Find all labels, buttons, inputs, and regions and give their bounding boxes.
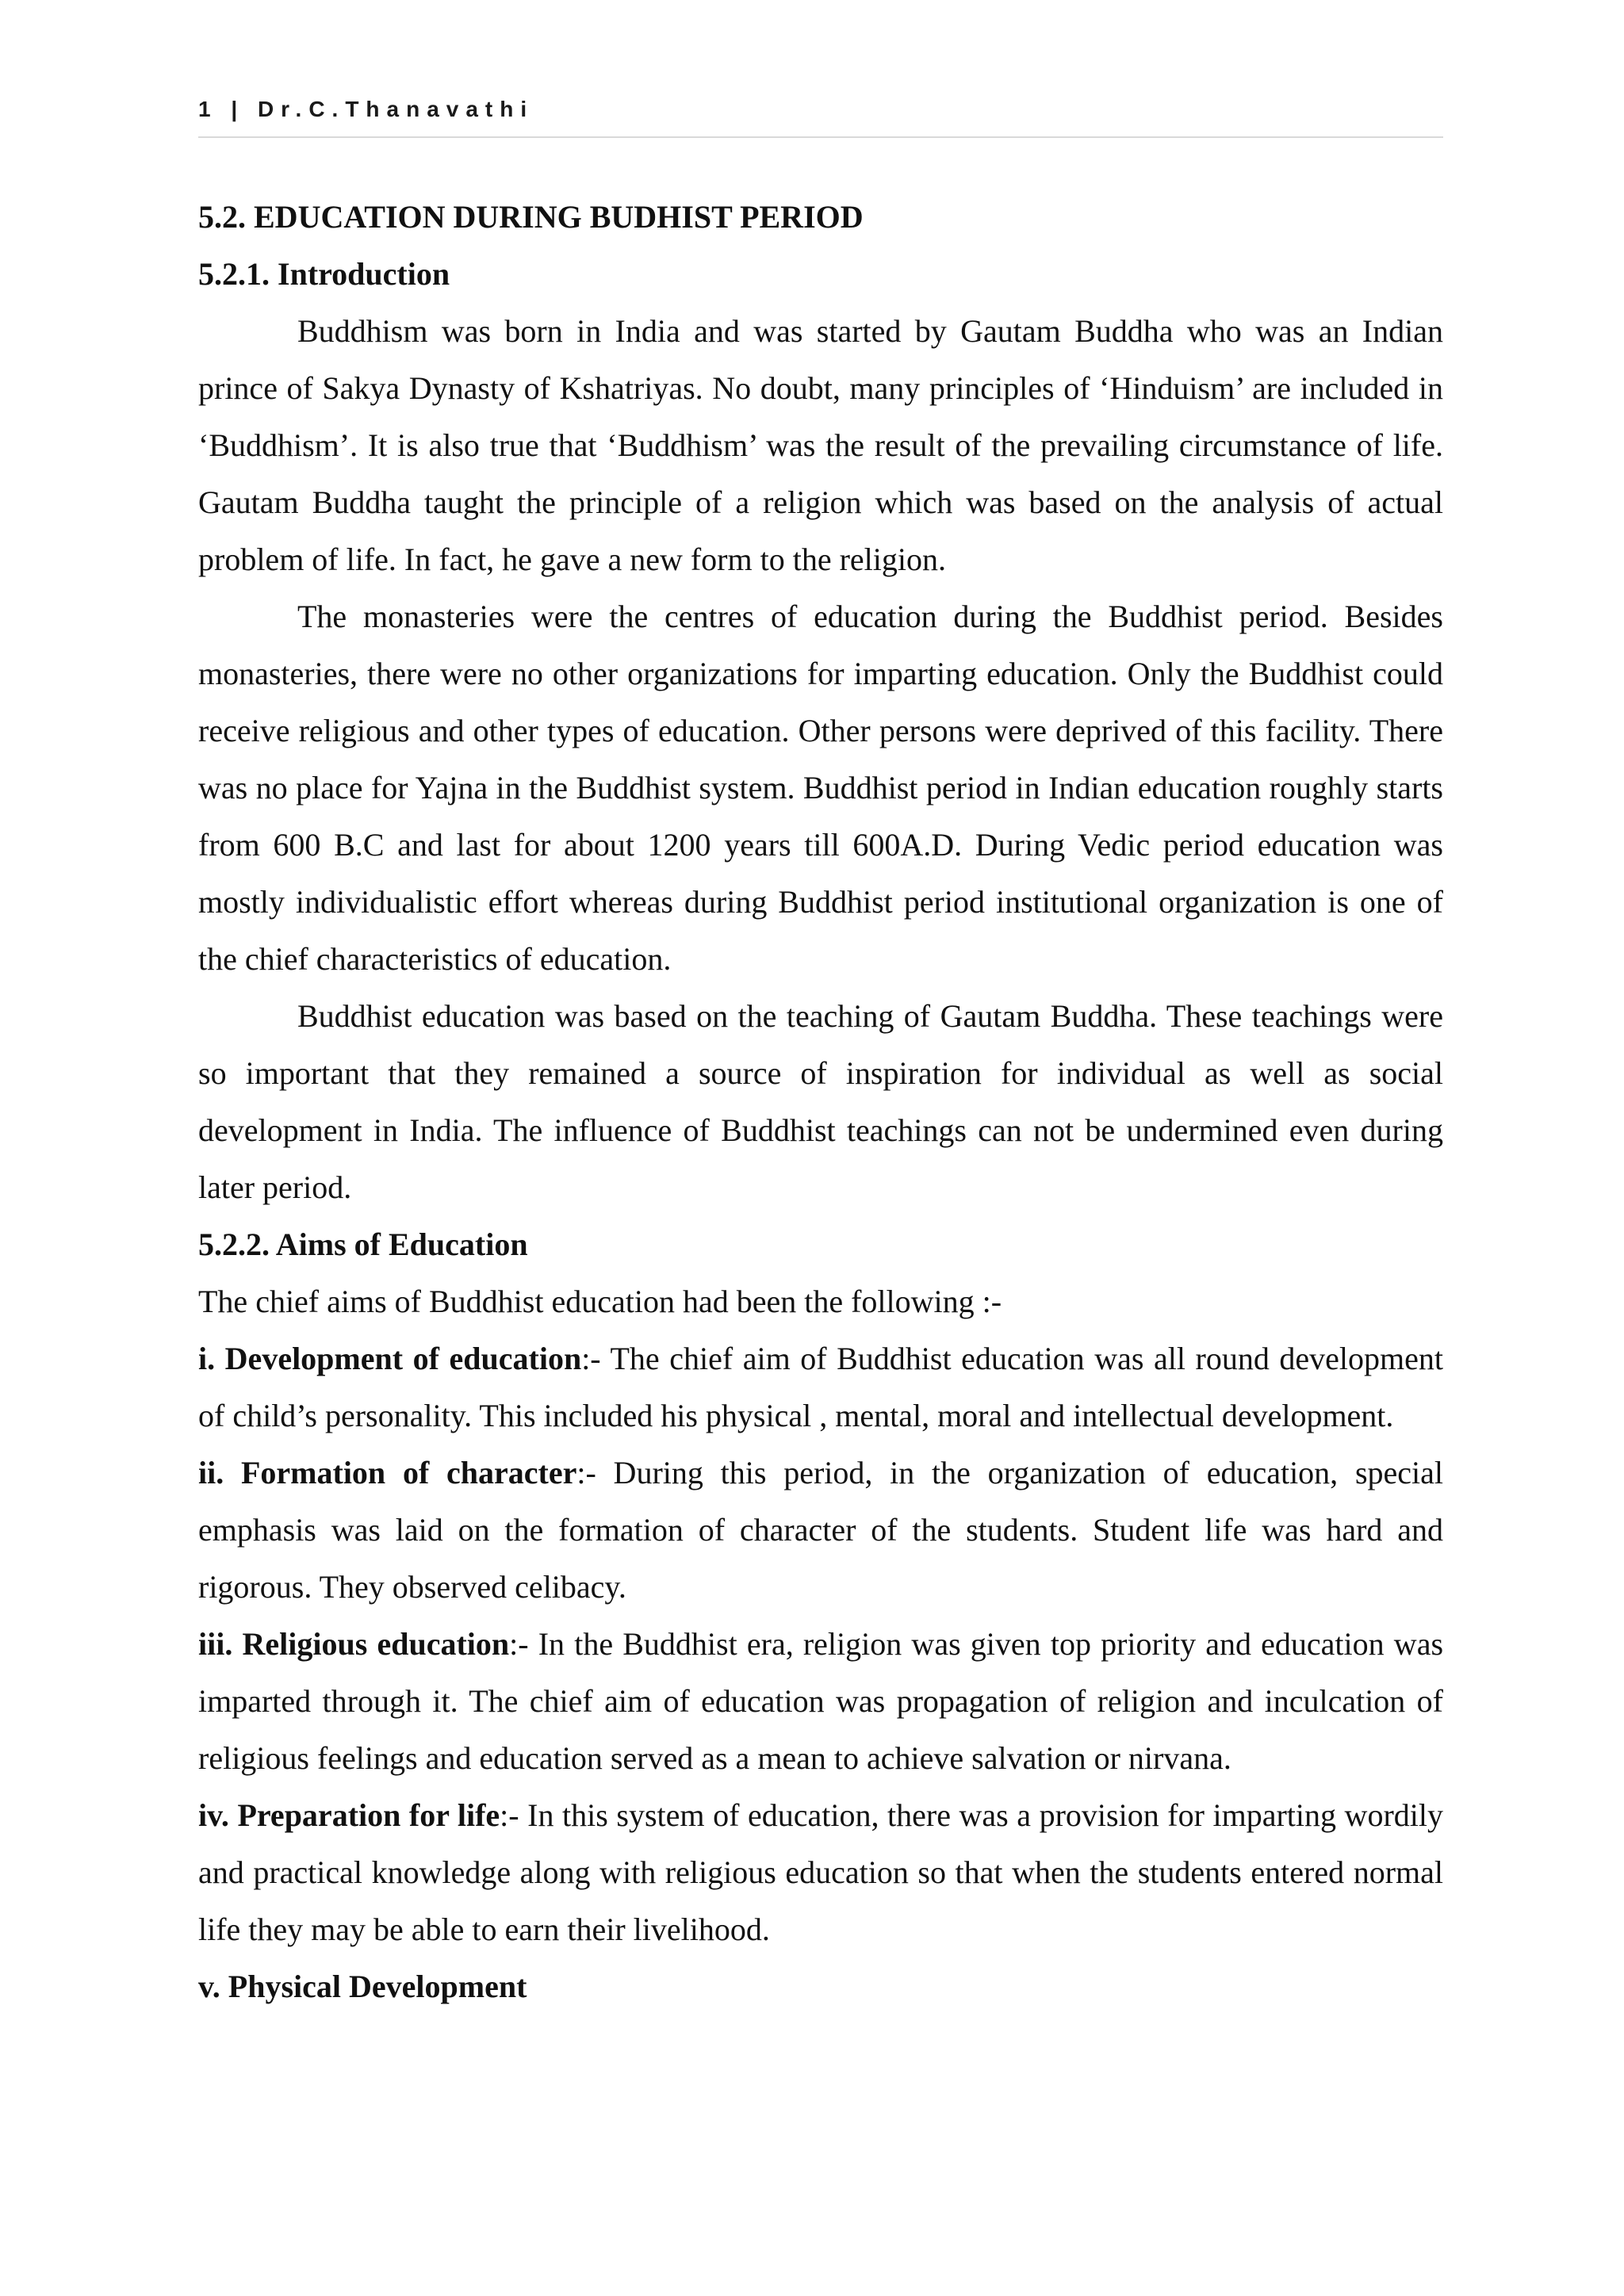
aims-lead: The chief aims of Buddhist education had been the following :- <box>198 1284 1002 1319</box>
aim-item-4-text: :- In this system of education, there was a provision for imparting wordily and practical knowledge along with religious education so that when the students entered normal life they may be able to earn their livelihood. <box>198 1797 1443 1947</box>
aim-item-1 <box>198 1330 1443 1445</box>
intro-paragraph-2: The monasteries were the centres of education during the Buddhist period. Besides monasteries, there were no other organizations for imparting education. Only the Buddhist could receive religious and other types of education. Other persons were deprived of this facility. There was no place for Yajna in the Buddhist system. Buddhist period in Indian education roughly starts from 600 B.C and last for about 1200 years till 600A.D. During Vedic period education was mostly individualistic effort whereas during Buddhist period institutional organization is one of the chief characteristics of education. <box>198 599 1443 977</box>
aim-item-2-text: :- During this period, in the organization of education, special emphasis was laid on the formation of character of the students. Student life was hard and rigorous. They observed celibacy. <box>198 1455 1443 1605</box>
aim-item-1-text: :- The chief aim of Buddhist education was all round development of child’s personality. This included his physical , mental, moral and intellectual development. <box>198 1341 1443 1433</box>
intro-heading: 5.2.1. Introduction <box>198 256 450 292</box>
aim-item-2-title: ii. Formation of character <box>198 1455 577 1490</box>
intro-paragraph-1: Buddhism was born in India and was started by Gautam Buddha who was an Indian prince of Sakya Dynasty of Kshatriyas. No doubt, many principles of ‘Hinduism’ are included in ‘Buddhism’. It is also true that ‘Buddhism’ was the result of the prevailing circumstance of life. Gautam Buddha taught the principle of a religion which was based on the analysis of actual problem of life. In fact, he gave a new form to the religion. <box>198 313 1443 577</box>
aim-item-2 <box>198 1445 1443 1616</box>
aims-heading: 5.2.2. Aims of Education <box>198 1226 528 1262</box>
aim-item-3-title: iii. Religious education <box>198 1626 510 1662</box>
section-heading: 5.2. EDUCATION DURING BUDHIST PERIOD <box>198 199 864 235</box>
aim-item-1-title: i. Development of education <box>198 1341 582 1376</box>
aim-item-5-title: v. Physical Development <box>198 1969 527 2004</box>
page-header <box>198 97 1443 138</box>
aim-item-3-text: :- In the Buddhist era, religion was given top priority and education was imparted through it. The chief aim of education was propagation of religion and inculcation of religious feelings and education served as a mean to achieve salvation or nirvana. <box>198 1626 1444 1776</box>
aim-item-3 <box>198 1616 1443 1787</box>
aim-item-5 <box>198 1958 1443 2015</box>
header-text: 1 | Dr.C.Thanavathi <box>198 97 534 121</box>
aim-item-4 <box>198 1787 1443 1958</box>
aim-item-4-title: iv. Preparation for life <box>198 1797 500 1833</box>
document-body <box>198 189 1443 2015</box>
intro-paragraph-3: Buddhist education was based on the teaching of Gautam Buddha. These teachings were so important that they remained a source of inspiration for individual as well as social development in India. The influence of Buddhist teachings can not be undermined even during later period. <box>198 998 1443 1205</box>
